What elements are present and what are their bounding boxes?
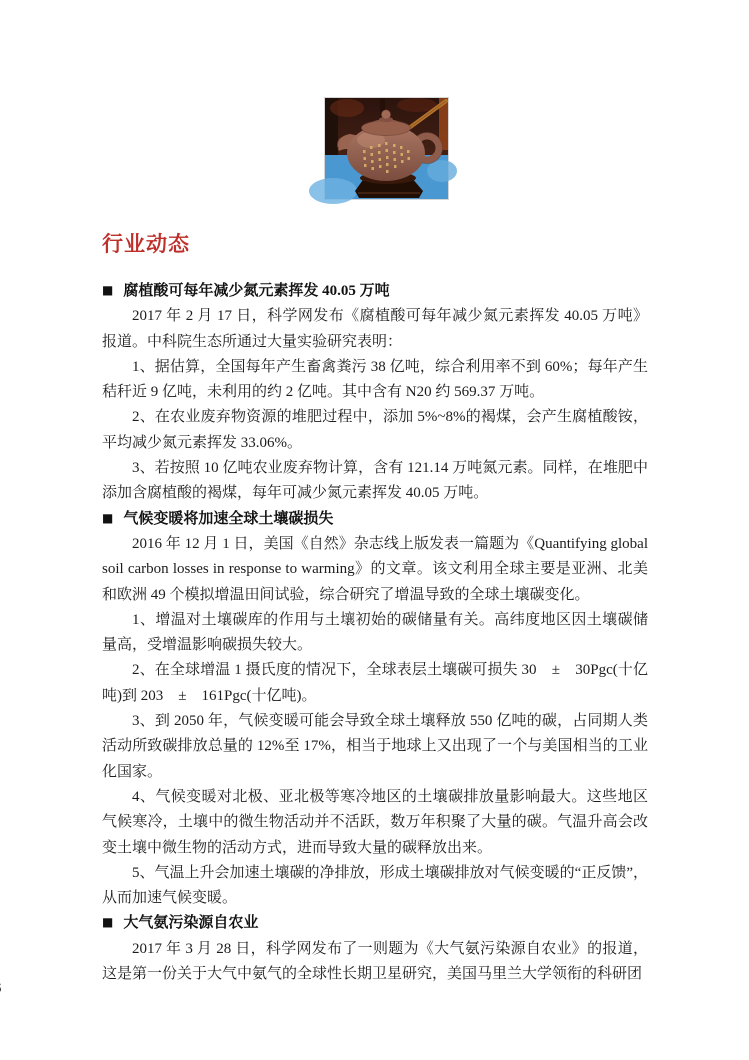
teapot-illustration xyxy=(325,98,448,199)
paragraph: 1、据估算，全国每年产生畜禽粪污 38 亿吨，综合利用率不到 60%；每年产生秸秆近 9 亿吨，未利用的约 2 亿吨。其中含有 N20 约 569.37 万吨。 xyxy=(102,358,648,401)
paragraph: 2017 年 3 月 28 日，科学网发布了一则题为《大气氨污染源自农业》的报道，这是第一份关于大气中氨气的全球性长期卫星研究，美国马里兰大学领衔的科研团 xyxy=(102,940,648,983)
paragraph: 2、在农业废弃物资源的堆肥过程中，添加 5%~8%的褐煤，会产生腐植酸铵，平均减少氮元素挥发 33.06%。 xyxy=(102,409,648,451)
article-humic-acid xyxy=(102,279,648,507)
article-title xyxy=(102,279,648,304)
teapot-photo xyxy=(324,97,449,200)
square-bullet-icon: ■ xyxy=(102,510,114,525)
paragraph: 4、气候变暖对北极、亚北极等寒冷地区的土壤碳排放量影响最大。这些地区气候寒冷，土壤中的微生物活动并不活跃，数万年积聚了大量的碳。气温升高会改变土壤中微生物的活动方式，进而导致大量的碳释放出来。 xyxy=(102,788,648,856)
article-title xyxy=(102,911,648,936)
article-title-text: 气候变暖将加速全球土壤碳损失 xyxy=(123,510,334,527)
article-title-text: 大气氨污染源自农业 xyxy=(123,915,259,932)
paragraph: 3、到 2050 年，气候变暖可能会导致全球土壤释放 550 亿吨的碳，占同期人类活动所致碳排放总量的 12%至 17%，相当于地球上又出现了一个与美国相当的工业化国家。 xyxy=(102,713,648,780)
article-title xyxy=(102,507,648,532)
article-soil-carbon xyxy=(102,507,648,912)
paragraph: 2016 年 12 月 1 日，美国《自然》杂志线上版发表一篇题为《Quantifying global soil carbon losses in response to warming》的文章。该文利用全球主要是亚洲、北美和欧洲 49 个模拟增温田间试验，综合研究了增温导致的全球土壤碳变化。 xyxy=(102,535,648,603)
paragraph: 1、增温对土壤碳库的作用与土壤初始的碳储量有关。高纬度地区因土壤碳储量高，受增温影响碳损失较大。 xyxy=(102,611,648,654)
square-bullet-icon: ■ xyxy=(102,283,114,297)
page-title: 行业动态 xyxy=(102,233,190,256)
paragraph: 5、气温上升会加速土壤碳的净排放，形成土壤碳排放对气候变暖的“正反馈”，从而加速气候变暖。 xyxy=(102,864,648,907)
article-ammonia-pollution xyxy=(102,911,648,987)
paragraph: 2、在全球增温 1 摄氏度的情况下，全球表层土壤碳可损失 30 ± 30Pgc(十亿吨)到 203 ± 161Pgc(十亿吨)。 xyxy=(102,662,648,704)
page-number xyxy=(0,980,2,996)
square-bullet-icon: ■ xyxy=(102,915,114,930)
article-title-text: 腐植酸可每年减少氮元素挥发 40.05 万吨 xyxy=(123,283,390,299)
paragraph: 2017 年 2 月 17 日，科学网发布《腐植酸可每年减少氮元素挥发 40.05 万吨》报道。中科院生态所通过大量实验研究表明： xyxy=(102,308,648,350)
paragraph: 3、若按照 10 亿吨农业废弃物计算，含有 121.14 万吨氮元素。同样，在堆肥中添加含腐植酸的褐煤，每年可减少氮元素挥发 40.05 万吨。 xyxy=(102,460,648,502)
articles-content xyxy=(102,279,648,987)
